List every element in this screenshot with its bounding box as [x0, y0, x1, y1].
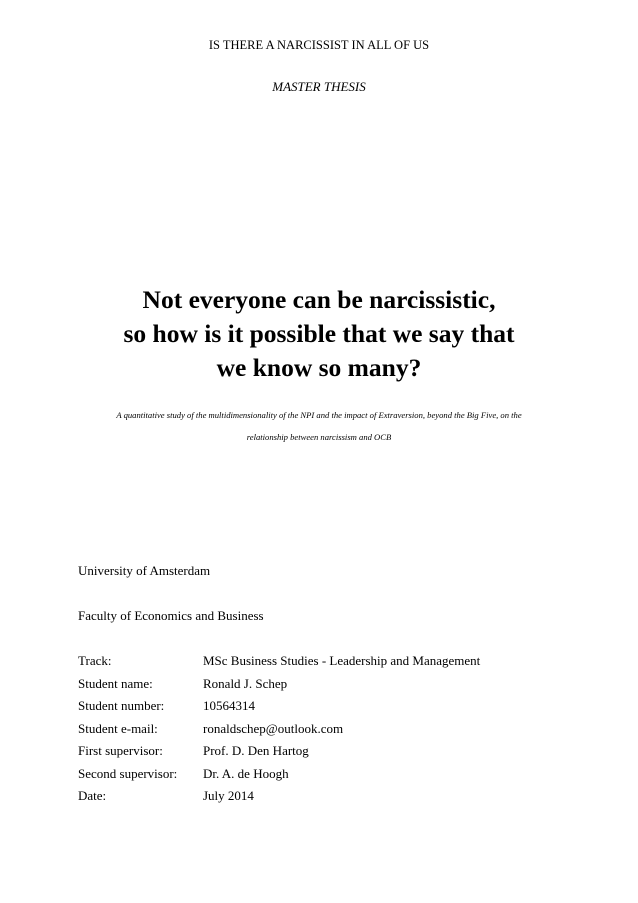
- title-line: Not everyone can be narcissistic,: [142, 285, 496, 314]
- detail-value: ronaldschep@outlook.com: [203, 720, 344, 736]
- running-header: IS THERE A NARCISSIST IN ALL OF US: [208, 38, 430, 52]
- detail-row-student-email: [78, 721, 578, 744]
- detail-value: Prof. D. Den Hartog: [203, 743, 309, 758]
- detail-value: Ronald J. Schep: [203, 675, 288, 691]
- document-type: MASTER THESIS: [272, 79, 366, 94]
- faculty-name: Faculty of Economics and Business: [78, 608, 264, 623]
- detail-row-student-number: [78, 698, 578, 721]
- detail-label: Track:: [78, 653, 112, 668]
- title-line: we know so many?: [216, 353, 422, 382]
- subtitle-line: relationship between narcissism and OCB: [246, 432, 392, 442]
- detail-value: Dr. A. de Hoogh: [203, 765, 289, 781]
- thesis-subtitle: [55, 404, 583, 448]
- details-table: [78, 653, 578, 811]
- detail-label: Second supervisor:: [78, 765, 178, 781]
- detail-value: 10564314: [203, 698, 255, 713]
- detail-row-second-supervisor: [78, 766, 578, 789]
- detail-row-student-name: [78, 676, 578, 699]
- detail-label: Student name:: [78, 675, 153, 691]
- detail-value: MSc Business Studies - Leadership and Management: [203, 653, 481, 668]
- detail-label: Student e-mail:: [78, 720, 158, 736]
- thesis-title: [40, 283, 598, 385]
- title-line: so how is it possible that we say that: [123, 319, 515, 348]
- detail-label: First supervisor:: [78, 743, 163, 758]
- detail-row-first-supervisor: [78, 743, 578, 766]
- detail-row-date: [78, 788, 578, 811]
- subtitle-line: A quantitative study of the multidimensionality of the NPI and the impact of Extraversion, beyond the Big Five, on the: [116, 410, 522, 420]
- detail-label: Student number:: [78, 698, 165, 713]
- detail-row-track: [78, 653, 578, 676]
- university-name: University of Amsterdam: [78, 563, 211, 578]
- detail-value: July 2014: [203, 788, 254, 803]
- detail-label: Date:: [78, 788, 107, 803]
